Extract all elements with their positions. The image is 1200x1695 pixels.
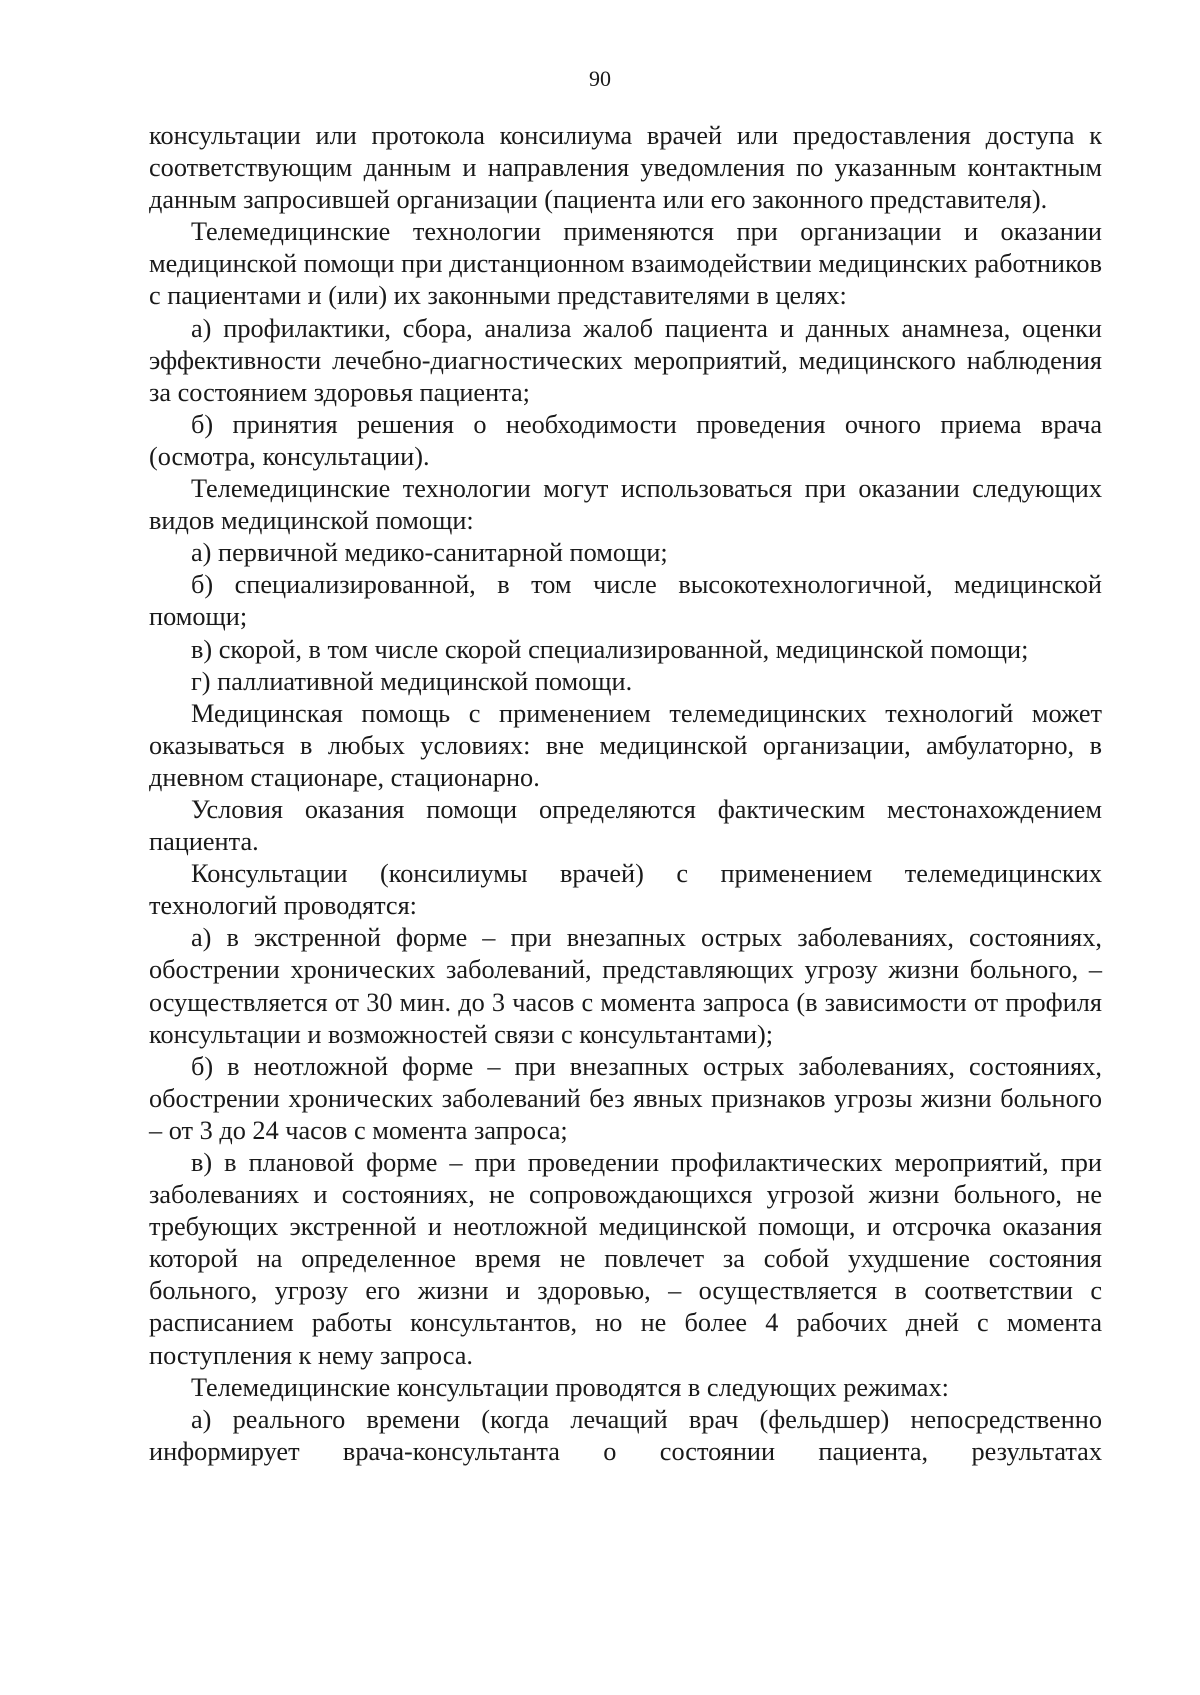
paragraph: Условия оказания помощи определяются фактическим местонахождением пациента.: [149, 794, 1102, 857]
list-item: б) в неотложной форме – при внезапных острых заболеваниях, состояниях, обострении хронических заболеваний без явных признаков угрозы жизни больного – от 3 до 24 часов с момента запроса;: [149, 1051, 1102, 1145]
list-item: а) профилактики, сбора, анализа жалоб пациента и данных анамнеза, оценки эффективности лечебно-диагностических мероприятий, медицинского наблюдения за состоянием здоровья пациента;: [149, 313, 1102, 407]
list-item: б) принятия решения о необходимости проведения очного приема врача (осмотра, консультации).: [149, 409, 1102, 471]
list-item: а) реального времени (когда лечащий врач (фельдшер) непосредственно информирует врача-консультанта о состоянии пациента, результатах: [149, 1404, 1102, 1466]
list-item: в) в плановой форме – при проведении профилактических мероприятий, при заболеваниях и состояниях, не сопровождающихся угрозой жизни больного, не требующих экстренной и неотложной медицинской помощи, и отсрочка оказания которой на определенное время не повлечет за собой ухудшение состояния больного, угрозу его жизни и здоровью, – осуществляется в соответствии с расписанием работы консультантов, но не более 4 рабочих дней с момента поступления к нему запроса.: [149, 1148, 1102, 1370]
paragraph: Телемедицинские технологии могут использоваться при оказании следующих видов медицинской помощи:: [149, 474, 1102, 536]
document-body: [149, 120, 1102, 1468]
list-item: в) скорой, в том числе скорой специализированной, медицинской помощи;: [191, 634, 1029, 664]
paragraph: Телемедицинские технологии применяются при организации и оказании медицинской помощи при дистанционном взаимодействии медицинских работников с пациентами и (или) их законными представителями в целях:: [149, 217, 1102, 311]
list-item: а) в экстренной форме – при внезапных острых заболеваниях, состояниях, обострении хронических заболеваний, представляющих угрозу жизни больного, – осуществляется от 30 мин. до 3 часов с момента запроса (в зависимости от профиля консультации и возможностей связи с консультантами);: [149, 923, 1102, 1049]
paragraph: консультации или протокола консилиума врачей или предоставления доступа к соответствующим данным и направления уведомления по указанным контактным данным запросившей организации (пациента или его законного представителя).: [149, 121, 1102, 215]
page-number: 90: [589, 66, 611, 91]
paragraph: Консультации (консилиумы врачей) с применением телемедицинских технологий проводятся:: [149, 859, 1102, 921]
list-item: а) первичной медико-санитарной помощи;: [191, 538, 668, 568]
paragraph: Медицинская помощь с применением телемедицинских технологий может оказываться в любых условиях: вне медицинской организации, амбулаторно, в дневном стационаре, стационарно.: [149, 698, 1102, 792]
paragraph: Телемедицинские консультации проводятся в следующих режимах:: [191, 1372, 949, 1402]
list-item: г) паллиативной медицинской помощи.: [191, 666, 633, 696]
list-item: б) специализированной, в том числе высокотехнологичной, медицинской помощи;: [149, 570, 1102, 632]
